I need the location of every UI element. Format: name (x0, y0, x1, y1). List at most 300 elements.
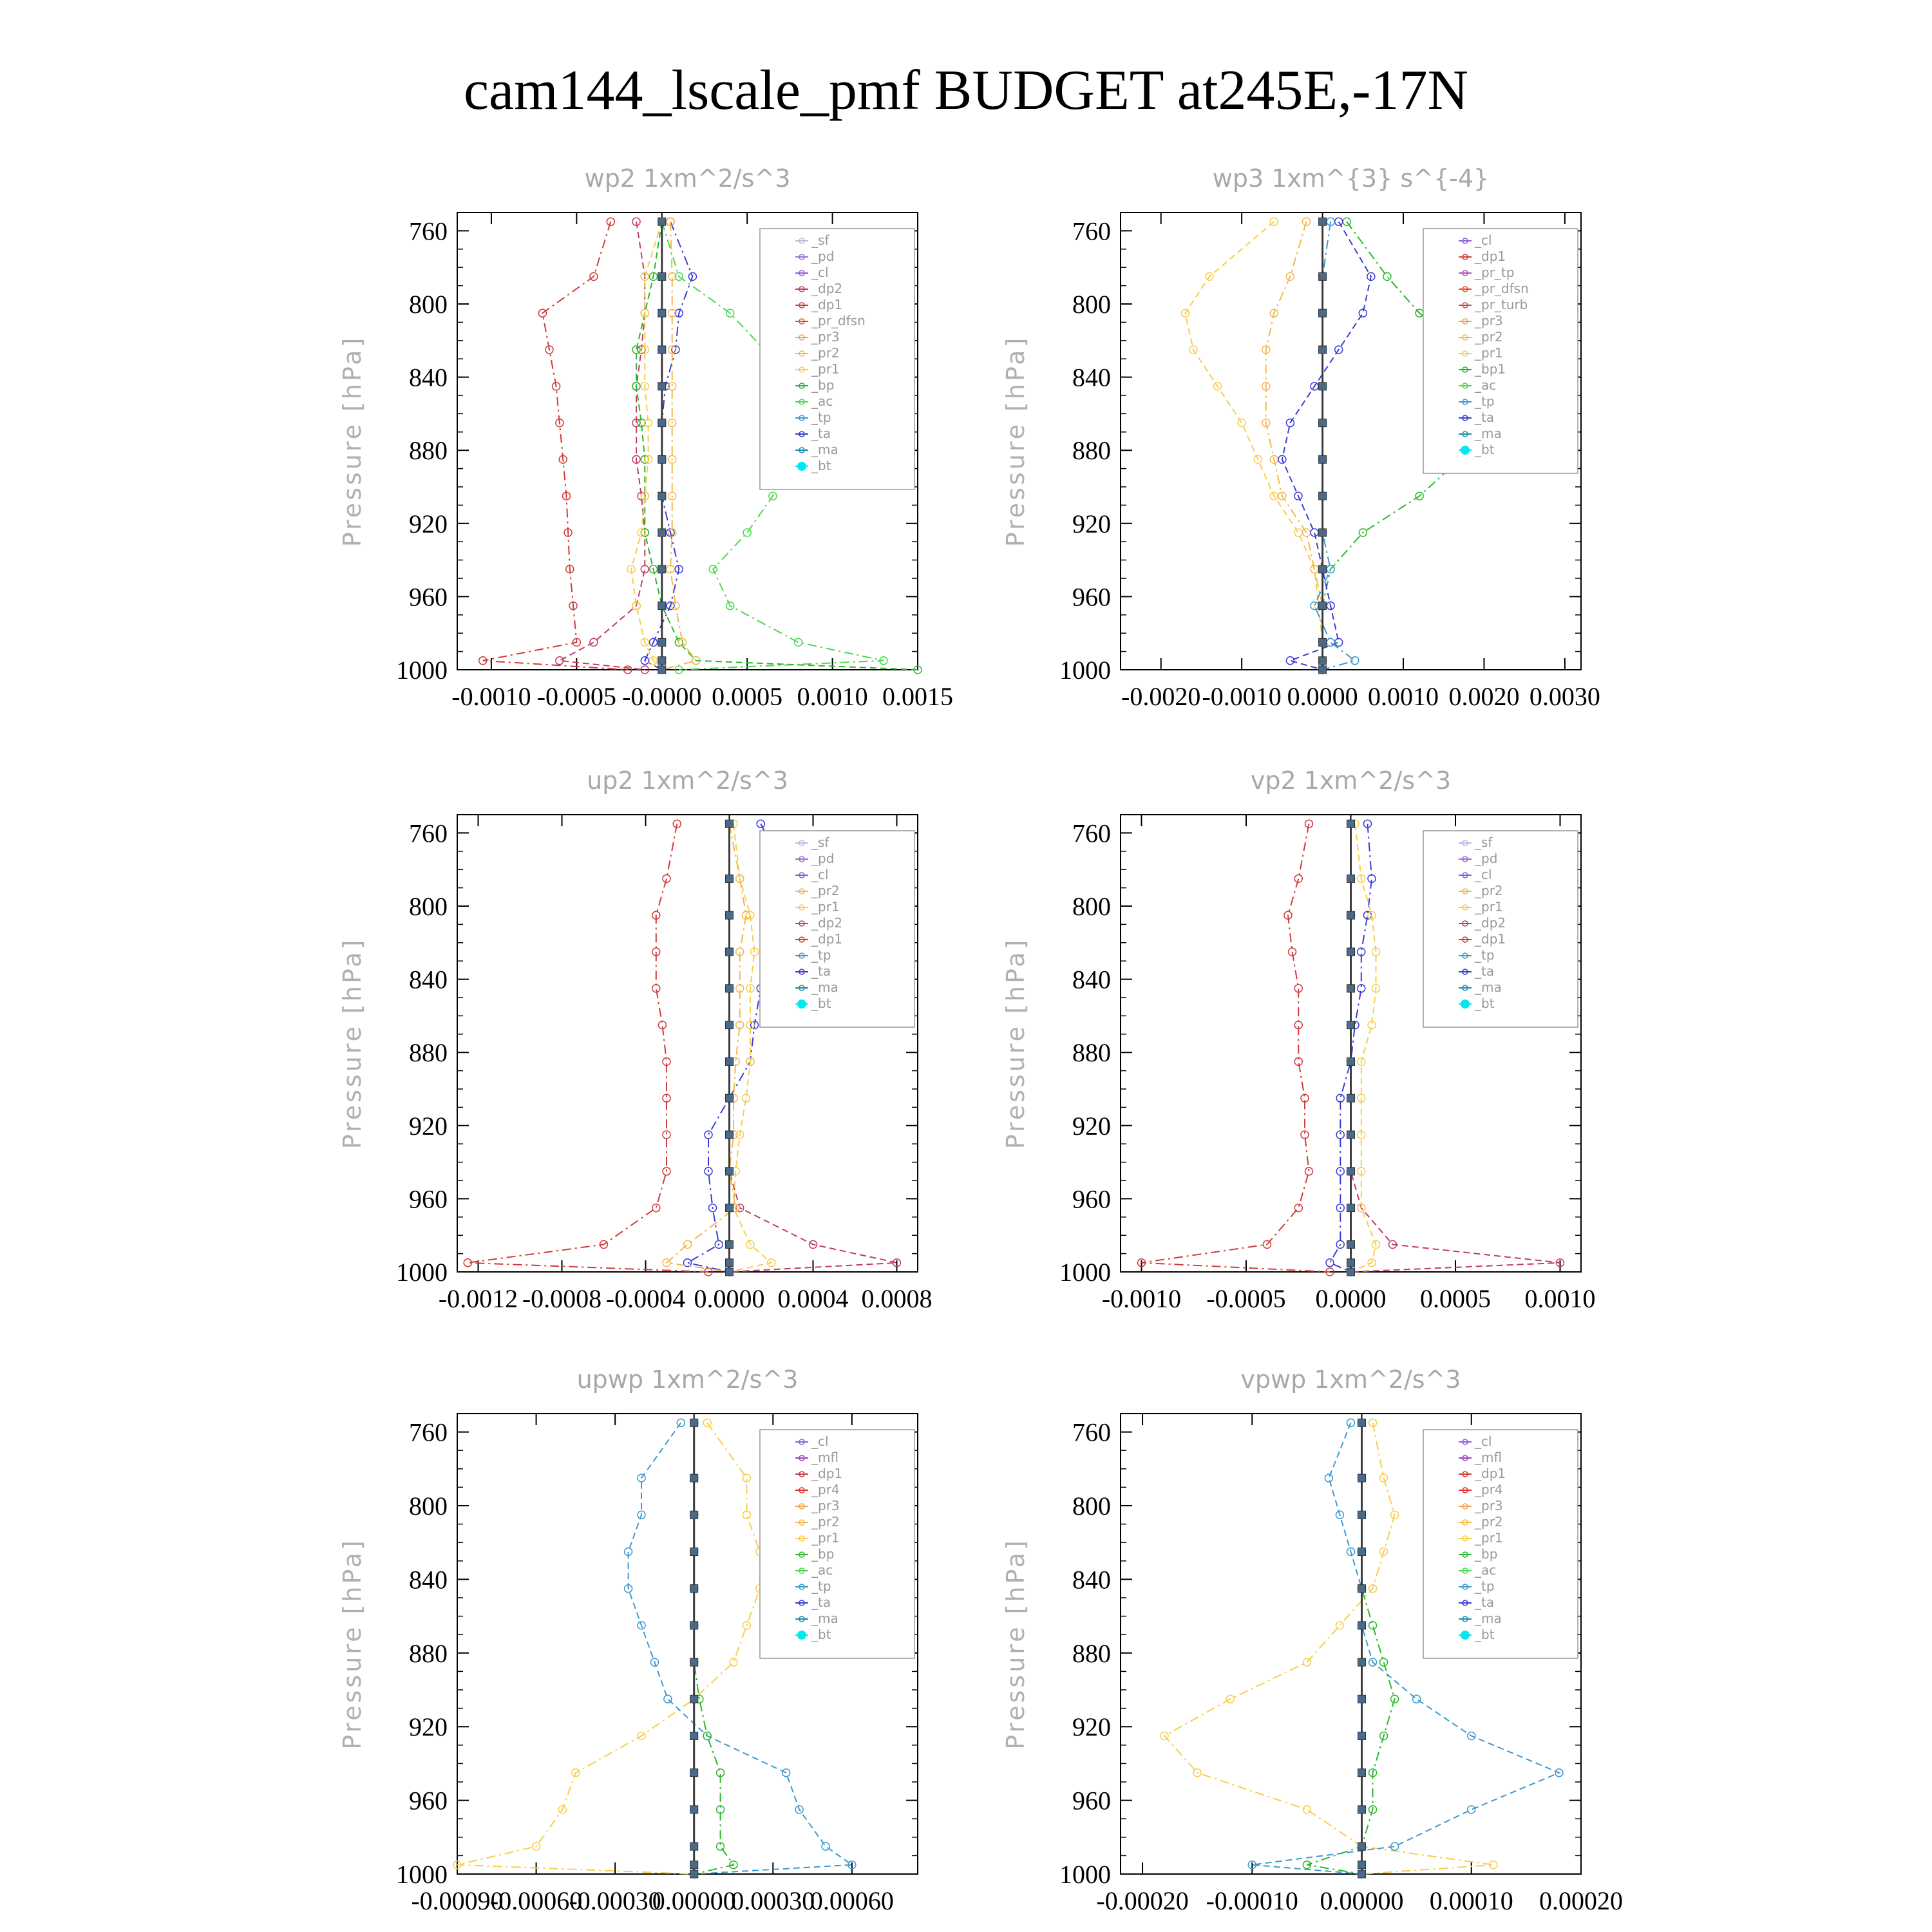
legend-label-2-_ta: _ta (811, 963, 831, 979)
legend-label-0-_dp1: _dp1 (811, 297, 843, 312)
data-point-1-_bp1-1 (1383, 272, 1391, 280)
y-axis-label-0: Pressure [hPa] (338, 335, 366, 547)
data-point-3-_bt-3 (1347, 948, 1355, 956)
data-point-3-_bt-13 (1347, 1268, 1355, 1276)
data-point-1-_bt-2 (1319, 309, 1327, 317)
legend-label-1-_pr_turb: _pr_turb (1475, 297, 1528, 312)
data-point-4-_pr1-6 (730, 1658, 737, 1666)
y-tick-label-3-920: 920 (1072, 1111, 1111, 1141)
data-point-1-_bt-10 (1319, 602, 1327, 610)
y-tick-label-4-840: 840 (409, 1565, 448, 1595)
legend-label-0-_ac: _ac (811, 393, 833, 409)
y-tick-label-2-840: 840 (409, 965, 448, 994)
y-tick-label-1-1000: 1000 (1059, 656, 1111, 685)
legend-label-2-_dp1: _dp1 (811, 931, 843, 947)
data-point-2-_bt-4 (726, 985, 734, 992)
legend-label-4-_ma: _ma (811, 1611, 838, 1626)
y-tick-label-2-960: 960 (409, 1184, 448, 1214)
data-point-5-_tp-1 (1325, 1474, 1332, 1482)
data-point-3-_dp1-10 (1294, 1204, 1302, 1212)
data-point-3-_bt-0 (1347, 820, 1355, 828)
page-title: cam144_lscale_pmf BUDGET at245E,-17N (463, 59, 1469, 122)
data-point-3-_dp1-9 (1305, 1168, 1313, 1175)
data-point-0-_bt-0 (658, 218, 666, 225)
data-point-0-_bt-5 (658, 419, 666, 427)
data-point-1-_pr1-0 (1270, 218, 1278, 225)
data-point-3-_bt-10 (1347, 1204, 1355, 1212)
data-point-2-_dp1-1 (663, 875, 670, 882)
legend-label-0-_tp: _tp (811, 410, 831, 425)
legend-label-0-_pd: _pd (811, 249, 835, 264)
y-tick-label-1-760: 760 (1072, 216, 1111, 246)
legend-label-0-_ma: _ma (811, 442, 838, 457)
legend-label-5-_tp: _tp (1475, 1578, 1495, 1594)
data-point-2-_ta-8 (705, 1131, 712, 1139)
data-point-2-_bt-8 (726, 1131, 734, 1139)
x-tick-label-4-1: -0.00060 (489, 1886, 583, 1915)
series-line-1-_pr2 (1266, 222, 1323, 670)
data-point-0-_bt-10 (658, 602, 666, 610)
y-tick-label-2-880: 880 (409, 1038, 448, 1068)
legend-label-3-_pr2: _pr2 (1475, 883, 1503, 898)
data-point-1-_pr1-8 (1294, 529, 1302, 536)
data-point-5-_pr1-5 (1336, 1622, 1343, 1629)
y-tick-label-5-800: 800 (1072, 1492, 1111, 1520)
data-point-1-_bt-9 (1319, 565, 1327, 573)
legend-label-1-_pr_dfsn: _pr_dfsn (1475, 281, 1529, 296)
y-tick-label-5-760: 760 (1072, 1417, 1111, 1447)
data-point-5-_bt-9 (1358, 1769, 1366, 1777)
data-point-1-_bt-5 (1319, 419, 1327, 427)
legend-label-0-_ta: _ta (811, 426, 831, 441)
x-tick-label-5-0: -0.00020 (1096, 1886, 1189, 1915)
legend-marker-1-_bt (1461, 446, 1470, 455)
legend-label-0-_pr2: _pr2 (811, 345, 840, 361)
data-point-5-_bt-4 (1358, 1585, 1366, 1593)
legend-label-5-_ta: _ta (1475, 1595, 1495, 1610)
legend-label-2-_sf: _sf (811, 835, 829, 850)
data-point-3-_bt-2 (1347, 911, 1355, 919)
x-tick-label-3-3: 0.0005 (1420, 1284, 1491, 1313)
legend-marker-4-_bt (797, 1631, 806, 1640)
legend-label-1-_pr1: _pr1 (1475, 345, 1503, 361)
legend-label-3-_cl: _cl (1475, 867, 1492, 882)
y-tick-label-4-880: 880 (409, 1638, 448, 1668)
panel-title-5: vpwp 1xm^2/s^3 (1240, 1365, 1461, 1394)
legend-label-1-_cl: _cl (1475, 232, 1492, 248)
legend-label-1-_bt: _bt (1475, 442, 1495, 457)
y-tick-label-4-760: 760 (409, 1417, 448, 1447)
series-line-0-_pr2 (662, 222, 696, 670)
legend-label-5-_bp: _bp (1475, 1546, 1498, 1562)
series-line-0-_pr1 (631, 222, 662, 670)
x-tick-label-3-4: 0.0010 (1524, 1284, 1596, 1313)
y-tick-label-4-920: 920 (409, 1712, 448, 1742)
y-tick-label-0-1000: 1000 (396, 656, 448, 685)
x-tick-label-2-3: 0.0000 (694, 1284, 765, 1313)
y-tick-label-1-960: 960 (1072, 582, 1111, 612)
data-point-2-_bt-13 (726, 1268, 734, 1276)
data-point-1-_bt-3 (1319, 346, 1327, 354)
data-point-0-_bt-11 (658, 638, 666, 646)
series-line-2-_dp1 (468, 824, 708, 1272)
data-point-5-_bt-3 (1358, 1548, 1366, 1556)
data-point-0-_bt-9 (658, 565, 666, 573)
panel-title-2: up2 1xm^2/s^3 (587, 766, 788, 795)
y-tick-label-5-840: 840 (1072, 1565, 1111, 1595)
data-point-5-_tp-10 (1468, 1806, 1475, 1814)
legend-label-4-_ac: _ac (811, 1562, 833, 1578)
x-tick-label-5-1: -0.00010 (1206, 1886, 1298, 1915)
series-line-3-_dp1 (1142, 824, 1331, 1272)
x-tick-label-4-5: 0.00060 (810, 1886, 894, 1915)
y-tick-label-1-840: 840 (1072, 363, 1111, 392)
data-point-2-_bt-12 (726, 1259, 734, 1267)
legend-marker-0-_bt (797, 462, 806, 471)
legend-label-4-_pr4: _pr4 (811, 1482, 840, 1497)
legend-label-5-_pr1: _pr1 (1475, 1530, 1503, 1546)
data-point-1-_bt-7 (1319, 492, 1327, 500)
x-tick-label-0-5: 0.0015 (882, 682, 953, 711)
data-point-2-_bt-7 (726, 1094, 734, 1102)
legend-label-3-_pr1: _pr1 (1475, 899, 1503, 914)
legend-label-1-_bp1: _bp1 (1475, 361, 1506, 377)
data-point-3-_bt-12 (1347, 1259, 1355, 1267)
data-point-0-_bt-4 (658, 383, 666, 390)
legend-label-5-_ma: _ma (1475, 1611, 1502, 1626)
data-point-3-_bt-8 (1347, 1131, 1355, 1139)
data-point-0-_ac-11 (795, 638, 802, 646)
legend-label-4-_tp: _tp (811, 1578, 831, 1594)
data-point-4-_tp-11 (822, 1842, 829, 1850)
x-tick-label-4-0: -0.00090 (411, 1886, 504, 1915)
legend-label-3-_ma: _ma (1475, 980, 1502, 995)
legend-label-3-_pd: _pd (1475, 851, 1498, 866)
legend-label-1-_pr2: _pr2 (1475, 329, 1503, 345)
data-point-1-_pr2-0 (1303, 218, 1311, 225)
panel-title-3: vp2 1xm^2/s^3 (1250, 766, 1452, 795)
x-tick-label-2-2: -0.0004 (605, 1284, 686, 1313)
data-point-0-_bt-7 (658, 492, 666, 500)
legend-label-4-_dp1: _dp1 (811, 1466, 843, 1481)
legend-label-2-_pd: _pd (811, 851, 835, 866)
panel-title-4: upwp 1xm^2/s^3 (576, 1365, 799, 1394)
series-line-4-_pr1 (457, 1423, 760, 1874)
data-point-1-_tp-11 (1327, 638, 1334, 646)
y-tick-label-5-1000: 1000 (1059, 1860, 1111, 1889)
data-point-4-_bt-12 (690, 1861, 698, 1869)
series-line-4-_bp (694, 1423, 734, 1874)
legend-marker-2-_bt (797, 999, 806, 1009)
data-point-0-_bt-6 (658, 455, 666, 463)
data-point-4-_bt-7 (690, 1695, 698, 1703)
data-point-4-_bt-9 (690, 1769, 698, 1777)
x-tick-label-1-3: 0.0010 (1368, 682, 1439, 711)
legend-label-0-_pr1: _pr1 (811, 361, 840, 377)
legend-label-4-_bt: _bt (811, 1627, 831, 1642)
y-tick-label-0-840: 840 (409, 363, 448, 392)
data-point-3-_ta-8 (1336, 1131, 1344, 1139)
data-point-0-_dp1-0 (607, 218, 614, 225)
legend-label-2-_pr1: _pr1 (811, 899, 840, 914)
data-point-4-_bt-10 (690, 1806, 698, 1814)
y-tick-label-5-920: 920 (1072, 1712, 1111, 1742)
y-tick-label-3-760: 760 (1072, 819, 1111, 848)
y-tick-label-3-880: 880 (1072, 1038, 1111, 1068)
data-point-1-_bt-0 (1319, 218, 1327, 225)
x-tick-label-2-4: 0.0004 (777, 1284, 849, 1313)
x-tick-label-0-0: -0.0010 (451, 682, 531, 711)
legend-label-0-_sf: _sf (811, 232, 829, 248)
legend-label-2-_dp2: _dp2 (811, 915, 843, 931)
legend-label-5-_pr3: _pr3 (1475, 1498, 1503, 1513)
y-axis-label-1: Pressure [hPa] (1001, 335, 1030, 547)
data-point-0-_ac-8 (743, 529, 751, 536)
legend-label-3-_ta: _ta (1475, 963, 1495, 979)
data-point-0-_bt-13 (658, 666, 666, 674)
data-point-4-_bt-1 (690, 1474, 698, 1482)
data-point-3-_bt-9 (1347, 1168, 1355, 1175)
y-tick-label-2-760: 760 (409, 819, 448, 848)
x-tick-label-0-1: -0.0005 (536, 682, 617, 711)
data-point-5-_bt-11 (1358, 1842, 1366, 1850)
legend-label-5-_ac: _ac (1475, 1562, 1497, 1578)
x-tick-label-5-4: 0.00020 (1539, 1886, 1623, 1915)
data-point-0-_bt-1 (658, 272, 666, 280)
data-point-1-_bt-13 (1319, 666, 1327, 674)
y-tick-label-1-880: 880 (1072, 436, 1111, 466)
x-tick-label-3-0: -0.0010 (1101, 1284, 1182, 1313)
data-point-1-_ta-11 (1335, 638, 1343, 646)
legend-label-0-_pr_dfsn: _pr_dfsn (811, 313, 866, 328)
data-point-3-_bt-6 (1347, 1057, 1355, 1065)
x-tick-label-1-5: 0.0030 (1529, 682, 1600, 711)
x-tick-label-1-1: -0.0010 (1202, 682, 1282, 711)
legend-label-0-_dp2: _dp2 (811, 281, 843, 296)
data-point-4-_bt-4 (690, 1585, 698, 1593)
legend-label-4-_ta: _ta (811, 1595, 831, 1610)
data-point-0-_bt-12 (658, 657, 666, 665)
y-tick-label-0-920: 920 (409, 509, 448, 538)
data-point-4-_bt-6 (690, 1658, 698, 1666)
legend-label-1-_pr_tp: _pr_tp (1475, 265, 1515, 280)
panel-title-1: wp3 1xm^{3} s^{-4} (1212, 164, 1490, 193)
data-point-1-_bt-12 (1319, 657, 1327, 665)
data-point-0-_dp2-11 (590, 638, 598, 646)
legend-label-0-_cl: _cl (811, 265, 829, 280)
data-point-5-_bt-1 (1358, 1474, 1366, 1482)
y-tick-label-3-1000: 1000 (1059, 1258, 1111, 1287)
series-line-0-_dp1 (483, 222, 628, 670)
legend-label-2-_cl: _cl (811, 867, 829, 882)
y-tick-label-1-800: 800 (1072, 290, 1111, 319)
x-tick-label-1-0: -0.0020 (1121, 682, 1201, 711)
data-point-2-_bt-11 (726, 1240, 734, 1248)
data-point-2-_bt-0 (726, 820, 734, 828)
data-point-5-_bt-2 (1358, 1511, 1366, 1519)
data-point-3-_bt-5 (1347, 1021, 1355, 1029)
data-point-4-_bt-5 (690, 1622, 698, 1629)
data-point-2-_bt-3 (726, 948, 734, 956)
data-point-2-_dp1-10 (652, 1204, 660, 1212)
legend-label-3-_bt: _bt (1475, 996, 1495, 1011)
legend-label-4-_pr3: _pr3 (811, 1498, 840, 1513)
y-tick-label-4-1000: 1000 (396, 1860, 448, 1889)
y-tick-label-0-960: 960 (409, 582, 448, 612)
legend-label-0-_bt: _bt (811, 458, 831, 473)
data-point-3-_bt-11 (1347, 1240, 1355, 1248)
x-tick-label-5-3: 0.00010 (1429, 1886, 1513, 1915)
legend-marker-5-_bt (1461, 1631, 1470, 1640)
data-point-2-_ta-0 (757, 820, 764, 828)
data-point-4-_bt-3 (690, 1548, 698, 1556)
legend-label-1-_tp: _tp (1475, 393, 1495, 409)
data-point-2-_dp1-8 (663, 1131, 670, 1139)
data-point-1-_bt-4 (1319, 383, 1327, 390)
x-tick-label-4-3: 0.00000 (652, 1886, 736, 1915)
data-point-2-_bt-5 (726, 1021, 734, 1029)
x-tick-label-1-2: 0.0000 (1287, 682, 1358, 711)
data-point-5-_bt-7 (1358, 1695, 1366, 1703)
legend-label-0-_pr3: _pr3 (811, 329, 840, 345)
legend-label-1-_ta: _ta (1475, 410, 1495, 425)
data-point-4-_bt-8 (690, 1732, 698, 1740)
data-point-3-_bt-1 (1347, 875, 1355, 882)
legend-label-5-_dp1: _dp1 (1475, 1466, 1506, 1481)
data-point-1-_pr2-8 (1303, 529, 1311, 536)
panel-title-0: wp2 1xm^2/s^3 (584, 164, 791, 193)
legend-label-3-_dp1: _dp1 (1475, 931, 1506, 947)
data-point-5-_tp-7 (1413, 1695, 1421, 1703)
x-tick-label-3-2: 0.0000 (1315, 1284, 1387, 1313)
data-point-2-_bt-9 (726, 1168, 734, 1175)
legend-label-5-_bt: _bt (1475, 1627, 1495, 1642)
data-point-2-_bt-6 (726, 1057, 734, 1065)
legend-label-3-_sf: _sf (1475, 835, 1493, 850)
legend-label-5-_mfl: _mfl (1475, 1450, 1502, 1465)
x-tick-label-4-2: -0.00030 (569, 1886, 661, 1915)
data-point-5-_bt-10 (1358, 1806, 1366, 1814)
x-tick-label-3-1: -0.0005 (1206, 1284, 1286, 1313)
data-point-5-_bt-12 (1358, 1861, 1366, 1869)
x-tick-label-0-2: -0.0000 (622, 682, 702, 711)
x-tick-label-0-3: 0.0005 (712, 682, 783, 711)
legend-label-3-_tp: _tp (1475, 947, 1495, 963)
y-tick-label-5-880: 880 (1072, 1638, 1111, 1668)
y-tick-label-3-960: 960 (1072, 1184, 1111, 1214)
data-point-4-_bt-13 (690, 1870, 698, 1878)
data-point-3-_bt-4 (1347, 985, 1355, 992)
data-point-5-_bt-8 (1358, 1732, 1366, 1740)
y-axis-label-5: Pressure [hPa] (1001, 1538, 1030, 1750)
data-point-0-_bt-3 (658, 346, 666, 354)
data-point-1-_tp-12 (1351, 657, 1359, 665)
y-tick-label-3-840: 840 (1072, 965, 1111, 994)
data-point-3-_ta-12 (1326, 1259, 1334, 1267)
legend-label-1-_ac: _ac (1475, 377, 1497, 393)
data-point-5-_bp-5 (1369, 1622, 1377, 1629)
data-point-4-_bt-2 (690, 1511, 698, 1519)
series-line-1-_pr1 (1185, 222, 1322, 670)
data-point-1-_ta-0 (1335, 218, 1343, 225)
legend-label-1-_ma: _ma (1475, 426, 1502, 441)
legend-label-5-_pr2: _pr2 (1475, 1514, 1503, 1530)
x-tick-label-0-4: 0.0010 (797, 682, 868, 711)
legend-marker-3-_bt (1461, 999, 1470, 1009)
data-point-1-_pr1-5 (1238, 419, 1245, 427)
x-tick-label-4-4: 0.00030 (731, 1886, 815, 1915)
y-tick-label-0-760: 760 (409, 216, 448, 246)
x-tick-label-2-0: -0.0012 (438, 1284, 518, 1313)
legend-label-1-_pr3: _pr3 (1475, 313, 1503, 328)
data-point-1-_bt-11 (1319, 638, 1327, 646)
legend-label-0-_bp: _bp (811, 377, 835, 393)
data-point-2-_bt-1 (726, 875, 734, 882)
data-point-4-_bt-0 (690, 1419, 698, 1426)
x-tick-label-2-5: 0.0008 (861, 1284, 933, 1313)
x-tick-label-2-1: -0.0008 (522, 1284, 602, 1313)
y-axis-label-2: Pressure [hPa] (338, 937, 366, 1150)
legend-label-4-_pr1: _pr1 (811, 1530, 840, 1546)
data-point-5-_bt-6 (1358, 1658, 1366, 1666)
legend-label-2-_ma: _ma (811, 980, 838, 995)
data-point-0-_bt-8 (658, 529, 666, 536)
y-axis-label-3: Pressure [hPa] (1001, 937, 1030, 1150)
legend-label-2-_tp: _tp (811, 947, 831, 963)
x-tick-label-5-2: 0.00000 (1320, 1886, 1404, 1915)
data-point-4-_tp-7 (664, 1695, 672, 1703)
data-point-0-_bt-2 (658, 309, 666, 317)
legend-label-4-_pr2: _pr2 (811, 1514, 840, 1530)
y-tick-label-0-800: 800 (409, 290, 448, 319)
data-point-1-_bt-6 (1319, 455, 1327, 463)
data-point-4-_bt-11 (690, 1842, 698, 1850)
legend-label-4-_bp: _bp (811, 1546, 835, 1562)
legend-label-1-_dp1: _dp1 (1475, 249, 1506, 264)
y-tick-label-1-920: 920 (1072, 509, 1111, 538)
y-tick-label-0-880: 880 (409, 436, 448, 466)
data-point-1-_bt-8 (1319, 529, 1327, 536)
data-point-0-_pr2-8 (668, 529, 676, 536)
y-tick-label-4-800: 800 (409, 1492, 448, 1520)
legend-label-3-_dp2: _dp2 (1475, 915, 1506, 931)
legend-label-4-_cl: _cl (811, 1434, 829, 1449)
data-point-5-_bt-5 (1358, 1622, 1366, 1629)
y-tick-label-4-960: 960 (409, 1786, 448, 1815)
data-point-5-_pr1-10 (1303, 1806, 1311, 1814)
data-point-5-_bp-6 (1380, 1658, 1388, 1666)
data-point-1-_bt-1 (1319, 272, 1327, 280)
data-point-1-_ta-12 (1286, 657, 1294, 665)
data-point-5-_bt-13 (1358, 1870, 1366, 1878)
data-point-2-_pr2-11 (684, 1240, 692, 1248)
legend-label-5-_pr4: _pr4 (1475, 1482, 1503, 1497)
legend-label-2-_pr2: _pr2 (811, 883, 840, 898)
y-tick-label-5-960: 960 (1072, 1786, 1111, 1815)
y-axis-label-4: Pressure [hPa] (338, 1538, 366, 1750)
data-point-3-_bt-7 (1347, 1094, 1355, 1102)
legend-label-2-_bt: _bt (811, 996, 831, 1011)
x-tick-label-1-4: 0.0020 (1448, 682, 1520, 711)
data-point-2-_bt-2 (726, 911, 734, 919)
data-point-5-_bt-0 (1358, 1419, 1366, 1426)
y-tick-label-2-920: 920 (409, 1111, 448, 1141)
legend-label-4-_mfl: _mfl (811, 1450, 839, 1465)
y-tick-label-3-800: 800 (1072, 892, 1111, 921)
legend-label-5-_cl: _cl (1475, 1434, 1492, 1449)
y-tick-label-2-1000: 1000 (396, 1258, 448, 1287)
y-tick-label-2-800: 800 (409, 892, 448, 921)
